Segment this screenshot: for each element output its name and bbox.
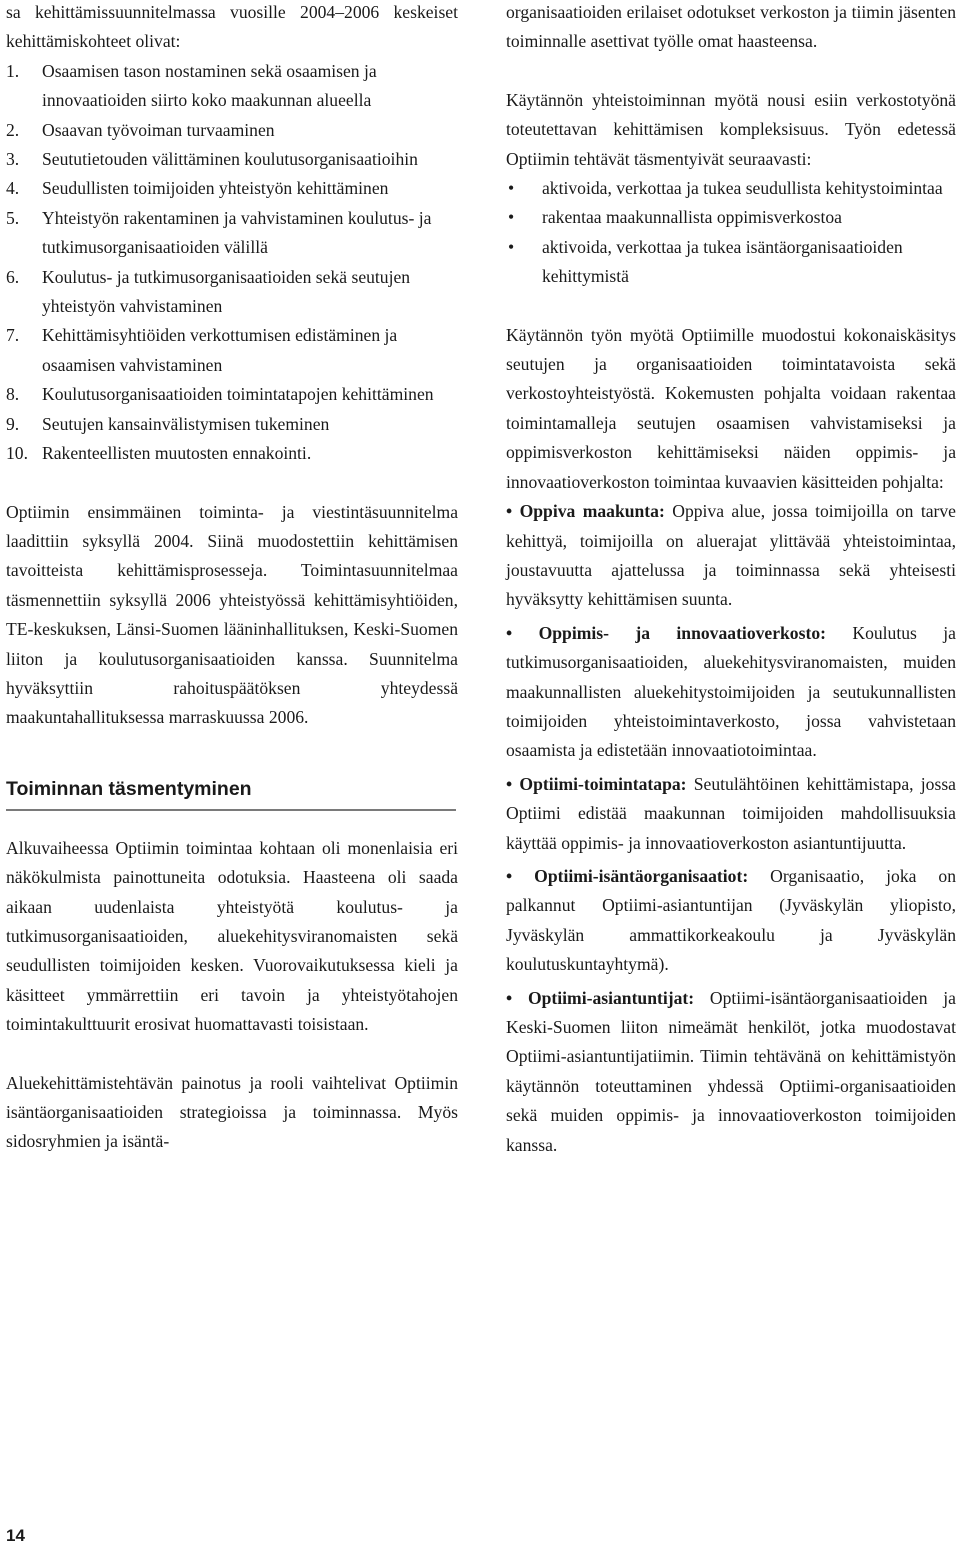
definition-text: Optiimi-isäntäorganisaatioiden ja Keski-Suomen liiton nimeämät henkilöt, jotka muodostavat Optiimi-asiantuntijatiimin. Tiimin tehtävänä on kehittämistyön käytännön toteuttaminen yhdessä Optiimi-organisaatioiden sekä muiden oppimis- ja innovaatioverkoston toimijoiden kanssa. [506,987,956,1155]
objective-item [6,174,458,203]
objective-item [6,145,458,174]
objective-text: Yhteistyön rakentaminen ja vahvistaminen koulutus- ja tutkimusorganisaatioiden välillä [42,207,432,258]
objective-item [6,57,458,116]
objective-item [6,439,458,468]
objective-text: Kehittämisyhtiöiden verkottumisen edistäminen ja osaamisen vahvistaminen [42,325,398,375]
definition-item [506,619,956,766]
definition-text: Oppiva alue, jossa toimijoilla on tarve kehittyä, toimijoilla on aluerajat ylittävää yhteistoimintaa, joustavuutta ajattelussa ja toiminnassa sekä yhteisesti hyväksytty kehittämisen suunta. [506,501,956,610]
definition-item [506,770,956,858]
task-text: rakentaa maakunnallista oppimisverkostoa [542,207,842,228]
objective-number: 3. [6,149,20,170]
objective-item [6,116,458,145]
spacer [6,811,458,834]
spacer [6,469,458,498]
right-column [506,0,956,1164]
definition-term: • Oppimis- ja innovaatioverkosto: [506,622,826,643]
spacer [506,292,956,321]
continuation-paragraph: organisaatioiden erilaiset odotukset verkoston ja tiimin jäsenten toiminnalle asettivat työlle omat haasteensa. [506,2,956,52]
definition-item [506,862,956,980]
objective-item [6,321,458,380]
bullet-icon: • [508,236,515,257]
task-text: aktivoida, verkottaa ja tukea seudullista kehitystoimintaa [542,178,943,199]
page-number: 14 [6,1526,25,1545]
objective-number: 5. [6,207,20,228]
definition-text: Koulutus ja tutkimusorganisaatioiden, aluekehitysviranomaisten, muiden maakunnallisten aluekehitystoimijoiden ja seutukunnallisten toimijoiden yhteistoimintaverkosto, jossa vahvistetaan osaamista ja edistetään innovaatiotoimintaa. [506,622,956,761]
objective-number: 4. [6,178,20,199]
overall-paragraph: Käytännön työn myötä Optiimille muodostui kokonaiskäsitys seutujen ja organisaatioiden toimintatavoista sekä verkostoyhteistyöstä. Kokemusten pohjalta voidaan rakentaa toimintamalleja seutujen osaamisen vahvistamiseksi ja oppimisverkoston kehittämiseksi näiden oppimis- ja innovaatioverkoston toimintaa kuvaavien käsitteiden pohjalta: [506,324,956,492]
objective-text: Seututietouden välittäminen koulutusorganisaatioihin [42,149,418,170]
left-column [6,0,458,1157]
spacer [506,57,956,86]
bullet-icon: • [508,207,515,228]
definition-item [506,984,956,1160]
objective-text: Koulutusorganisaatioiden toimintatapojen kehittäminen [42,384,434,405]
role-paragraph: Aluekehittämistehtävän painotus ja rooli vaihtelivat Optiimin isäntäorganisaatioiden strategioissa ja toiminnassa. Myös sidosryhmien ja isäntä- [6,1072,458,1152]
task-text: aktivoida, verkottaa ja tukea isäntäorganisaatioiden kehittymistä [542,236,903,287]
definition-term: • Optiimi-asiantuntijat: [506,987,695,1008]
objective-number: 8. [6,384,20,405]
tasks-list [506,174,956,292]
intro-paragraph: sa kehittämissuunnitelmassa vuosille 2004–2006 keskeiset kehittämiskohteet olivat: [6,2,458,52]
objective-text: Osaamisen tason nostaminen sekä osaamisen ja innovaatioiden siirto koko maakunnan alueella [42,60,377,111]
objective-number: 2. [6,119,20,140]
spacer [6,1040,458,1069]
bullet-icon: • [508,178,515,199]
objective-item [6,263,458,322]
objective-text: Rakenteellisten muutosten ennakointi. [42,443,312,464]
spacer [6,733,458,775]
task-item [506,203,956,232]
definition-text: Organisaatio, joka on palkannut Optiimi-asiantuntijan (Jyväskylän yliopisto, Jyväskylän ammattikorkeakoulu ja Jyväskylän koulutuskuntayhtymä). [506,865,956,975]
objective-text: Koulutus- ja tutkimusorganisaatioiden sekä seutujen yhteistyön vahvistaminen [42,266,411,317]
objective-number: 7. [6,325,20,346]
definition-term: • Optiimi-isäntäorganisaatiot: [506,865,749,886]
objective-number: 1. [6,60,20,81]
objective-text: Osaavan työvoiman turvaaminen [42,119,275,140]
plan-paragraph: Optiimin ensimmäinen toiminta- ja viestintäsuunnitelma laadittiin syksyllä 2004. Siinä muodostettiin kehittämisen tavoitteista kehittämisprosesseja. Toimintasuunnitelmaa täsmennettiin syksyllä 2006 yhteistyössä kehittämisyhtiöiden, TE-keskuksen, Länsi-Suomen lääninhallituksen, Keski-Suomen liiton ja koulutusorganisaatioiden kanssa. Suunnitelma hyväksyttiin rahoituspäätöksen yhteydessä maakuntahallituksessa marraskuussa 2006. [6,501,458,728]
objective-text: Seudullisten toimijoiden yhteistyön kehittäminen [42,178,389,199]
objective-text: Seutujen kansainvälistymisen tukeminen [42,413,330,434]
task-item [506,233,956,292]
early-phase-paragraph: Alkuvaiheessa Optiimin toimintaa kohtaan oli monenlaisia eri näkökulmista painottuneita odotuksia. Haasteena oli saada aikaan uudenlaista yhteistyötä koulutus- ja tutkimusorganisaatioiden, aluekehitysviranomaisten sekä seudullisten toimijoiden kesken. Vuorovaikutuksessa kieli ja käsitteet ymmärrettiin eri tavoin ja yhteistyötahojen toimintakulttuurit erosivat huomattavasti toisistaan. [6,837,458,1035]
task-item [506,174,956,203]
objective-number: 10. [6,443,28,464]
definition-item [506,497,956,615]
objective-number: 9. [6,413,20,434]
definition-term: • Optiimi-toimintatapa: [506,773,687,794]
objective-item [6,380,458,409]
practice-paragraph: Käytännön yhteistoiminnan myötä nousi esiin verkostotyönä toteutettavan kehittämisen kompleksisuus. Työn edetessä Optiimin tehtävät täsmentyivät seuraavasti: [506,89,956,169]
objectives-list [6,57,458,469]
objective-item [6,410,458,439]
objective-item [6,204,458,263]
definition-term: • Oppiva maakunta: [506,501,665,522]
section-heading: Toiminnan täsmentyminen [6,777,252,800]
definition-text: Seutulähtöinen kehittämistapa, jossa Optiimi edistää maakunnan toimijoiden mahdollisuuksia käyttää oppimis- ja innovaatioverkoston asiantuntijuutta. [506,773,956,853]
objective-number: 6. [6,266,20,287]
